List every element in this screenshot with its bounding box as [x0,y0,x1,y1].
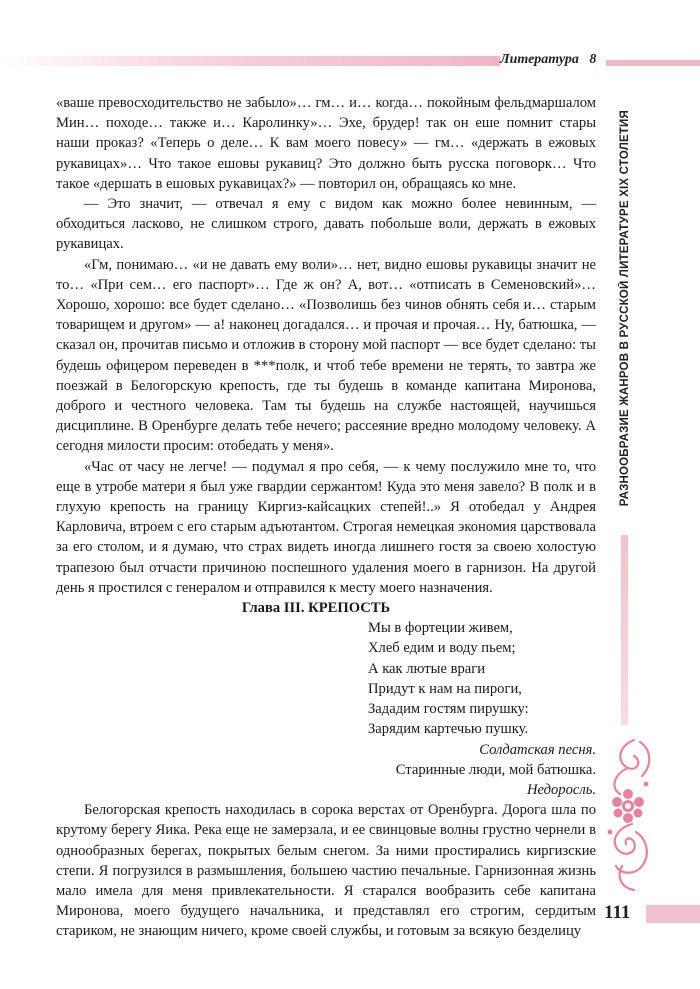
epigraph-line: Зададим гостям пирушку: [368,701,529,718]
floral-ornament-icon [598,736,658,896]
running-header [500,52,596,70]
header-decor-bar [0,56,500,66]
sidebar-section-title [616,68,634,548]
epigraph-line: Придут к нам на пироги, [368,680,522,697]
sidebar-section-label: РАЗНООБРАЗИЕ ЖАНРОВ В РУССКОЙ ЛИТЕРАТУРЕ XIX СТОЛЕТИЯ [619,109,631,507]
footer-decor-bar [646,905,700,923]
page-number: 111 [604,902,631,923]
epigraph-source: Солдатская песня. [479,741,596,758]
epigraph [368,618,596,739]
epigraph-line: А как лютые враги [368,660,486,677]
chapter-title: Глава III. КРЕПОСТЬ [241,600,391,617]
header-decor-bar-right [606,60,700,66]
paragraph-4: «Час от часу не легче! — подумал я про себя, — к чему послужило мне то, что еще в утробе матери я был уже гвардии сержантом! Куда это меня завело? В полк и в глухую крепость на границу Киргиз-кайсацких степей!..» Я отобедал у Андрея Карловича, втроем с его старым адъютантом. Строгая немецкая экономия царствовала за его столом, и я думаю, что страх видеть иногда лишнего гостя за своею холостую трапезою был отчасти причиною поспешного удаления моего в гарнизон. На другой день я простился с генералом и отправился к месту моего назначения. [56,458,596,596]
sidebar-decor-bar [621,535,628,725]
paragraph-2: — Это значит, — отвечал я ему с видом как можно более невинным, — обходиться ласково, не слишком строго, давать побольше воли, держать в ежовых рукавицах. [56,196,596,253]
paragraph-3: «Гм, понимаю… «и не давать ему воли»… нет, видно ешовы рукавицы значит не то… «При сем… его паспорт»… Где ж он? А, вот… «отписать в Семеновский»… Хорошо, хорошо: все будет сделано… «Позволишь без чинов обнять себя и… старым товарищем и другом» — а! наконец догадался… и прочая и прочая… Ну, батюшка, — сказал он, прочитав письмо и отложив в сторону мой паспорт — все будет сделано: ты будешь офицером переведен в ***полк, и чтоб тебе времени не терять, то завтра же поезжай в Белогорскую крепость, где ты будешь в команде капитана Миронова, доброго и честного человека. Там ты будешь на службе настоящей, научишься дисциплине. В Оренбурге делать тебе нечего; рассеяние вредно молодому человеку. А сегодня милости просим: отобедать у меня». [56,256,596,455]
epigraph-line: Хлеб едим и воду пьем; [368,640,516,657]
page-body [56,93,596,942]
header-grade: 8 [589,52,597,67]
epigraph-line: Мы в фортеции живем, [368,620,513,637]
epigraph-2-source: Недоросль. [526,781,596,798]
epigraph-line: Зарядим картечью пушку. [368,721,529,738]
paragraph-5: Белогорская крепость находилась в сорока верстах от Оренбурга. Дорога шла по крутому берегу Яика. Река еще не замерзала, и ее свинцовые волны грустно чернели в однообразных берегах, покрытых белым снегом. За ними простирались киргизские степи. Я погрузился в размышления, большею частию печальные. Гарнизонная жизнь мало имела для меня привлекательности. Я старался вообразить себе капитана Миронова, моего будущего начальника, и представлял его строгим, сердитым стариком, не знающим ничего, кроме своей службы, и готовым за всякую безделицу [56,802,596,940]
epigraph-2-text: Старинные люди, мой батюшка. [395,761,596,778]
header-subject: Литература [500,52,579,67]
paragraph-1: «ваше превосходительство не забыло»… гм… и… когда… покойным фельдмаршалом Мин… походе… также и… Каролинку»… Эхе, брудер! так он еше помнит стары наши проказ? «Теперь о деле… К вам моего повесу» — гм… «держать в ежовых рукавицах»… Что такое ешовы рукавиц? Это должно быть русска поговорк… Что такое «дершать в ешовых рукавицах?» — повторил он, обращаясь ко мне. [56,95,596,192]
